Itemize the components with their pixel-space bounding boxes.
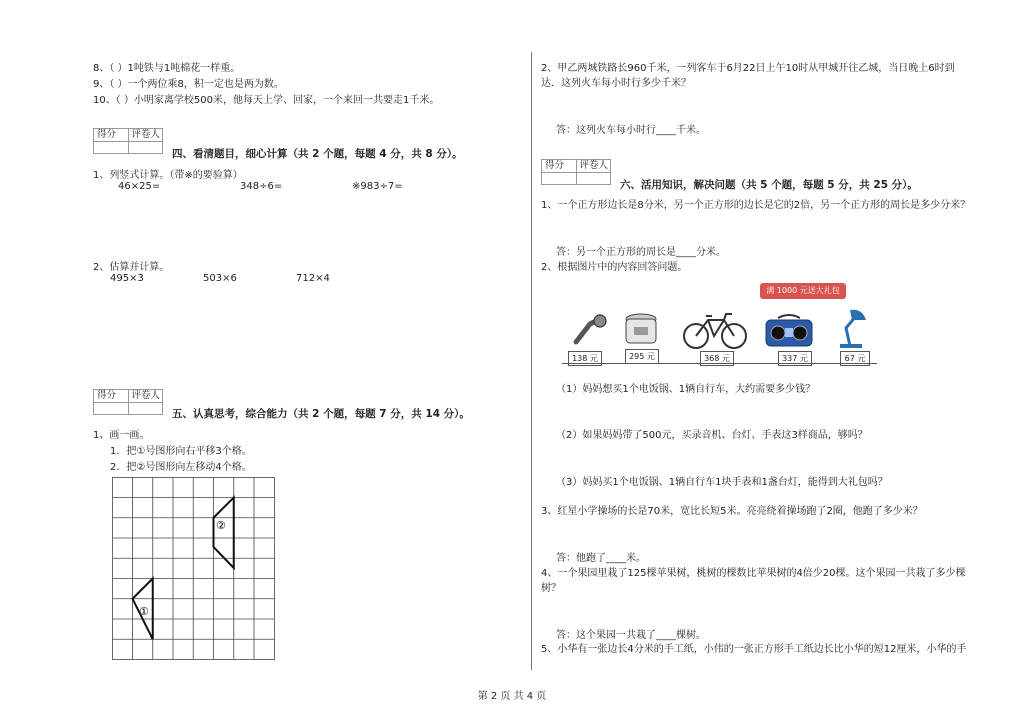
sec6-q2: 2、根据图片中的内容回答问题。 [541, 262, 688, 273]
sec4-q1: 1、列竖式计算。（带※的要验算） [93, 170, 243, 181]
tf-item-8: 8、（ ）1吨铁与1吨棉花一样重。 [93, 63, 241, 74]
promo-banner: 满 1000 元送大礼包 [760, 283, 846, 299]
sec5-sub2: 2．把②号图形向左移动4个格。 [110, 462, 252, 473]
reviewer-label: 评卷人 [576, 160, 611, 172]
section-6-heading: 六、活用知识，解决问题（共 5 个题，每题 5 分，共 25 分）。 [620, 179, 918, 191]
price-tag: 295 元 [625, 349, 659, 364]
sec5-sub1: 1．把①号图形向右平移3个格。 [110, 446, 252, 457]
sec4-q2: 2、估算并计算。 [93, 262, 170, 273]
sec6-q3: 3、红星小学操场的长是70米，宽比长短5米。亮亮绕着操场跑了2圈，他跑了多少米？ [541, 506, 923, 517]
page-footer: 第 2 页 共 4 页 [477, 691, 547, 702]
sec6-q3-answer: 答：他跑了____米。 [556, 553, 646, 564]
tf-item-9: 9、（ ）一个两位乘8，积一定也是两为数。 [93, 79, 284, 90]
score-box [93, 128, 163, 154]
desk-lamp-icon [832, 306, 872, 350]
price-tag: 368 元 [700, 351, 734, 366]
reviewer-label: 评卷人 [128, 390, 163, 402]
score-label: 得分 [97, 390, 117, 401]
column-divider [531, 52, 532, 670]
sec6-q1-answer: 答：另一个正方形的周长是____分米。 [556, 247, 726, 258]
radio-cassette-icon [764, 312, 814, 348]
score-box [93, 389, 163, 415]
rice-cooker-icon [622, 310, 660, 348]
bicycle-icon [682, 308, 748, 350]
shape-2-label: ② [216, 519, 226, 532]
drawing-grid [112, 477, 276, 661]
score-box [541, 159, 611, 185]
estimate-item: 495×3 [110, 273, 144, 284]
tf-item-10: 10、（ ）小明家离学校500米，他每天上学、回家，一个来回一共要走1千米。 [93, 95, 440, 106]
sec6-q5: 5、小华有一张边长4分米的手工纸，小伟的一张正方形手工纸边长比小华的短12厘米，小华的手 [541, 644, 967, 655]
q2-line2: 达．这列火车每小时行多少千米？ [541, 78, 691, 89]
score-label: 得分 [545, 160, 565, 171]
estimate-item: 712×4 [296, 273, 330, 284]
watch-icon [570, 312, 610, 346]
sec6-q2-sub2: （2）如果妈妈带了500元，买录音机、台灯、手表这3样商品，够吗？ [556, 430, 868, 441]
q2-answer: 答：这列火车每小时行____千米。 [556, 125, 706, 136]
sec5-q1: 1、画一画。 [93, 430, 150, 441]
shelf-line [562, 363, 877, 364]
reviewer-label: 评卷人 [128, 129, 163, 141]
q2-line1: 2、甲乙两城铁路长960千米，一列客车于6月22日上午10时从甲城开往乙城，当日晚上6时到 [541, 63, 955, 74]
calc-item: ※983÷7= [352, 181, 403, 192]
price-tag: 337 元 [778, 351, 812, 366]
price-tag: 67 元 [840, 351, 870, 366]
calc-item: 348÷6= [240, 181, 283, 192]
shape-1-label: ① [139, 605, 149, 618]
sec6-q4-line2: 树？ [541, 583, 561, 594]
sec6-q1: 1、一个正方形边长是8分米，另一个正方形的边长是它的2倍，另一个正方形的周长是多少分米？ [541, 200, 971, 211]
sec6-q4-answer: 答：这个果园一共栽了____棵树。 [556, 630, 706, 641]
section-5-heading: 五、认真思考，综合能力（共 2 个题，每题 7 分，共 14 分）。 [172, 408, 470, 420]
sec6-q4-line1: 4、一个果园里栽了125棵苹果树，桃树的棵数比苹果树的4倍少20棵。这个果园一共栽了多少棵 [541, 568, 966, 579]
sec6-q2-sub1: （1）妈妈想买1个电饭锅、1辆自行车，大约需要多少钱？ [556, 384, 816, 395]
shape-2 [214, 498, 234, 569]
sec6-q2-sub3: （3）妈妈买1个电饭锅、1辆自行车1块手表和1盏台灯，能得到大礼包吗？ [556, 477, 888, 488]
estimate-item: 503×6 [203, 273, 237, 284]
calc-item: 46×25= [118, 181, 161, 192]
price-tag: 138 元 [568, 351, 602, 366]
section-4-heading: 四、看清题目，细心计算（共 2 个题，每题 4 分，共 8 分）。 [172, 148, 463, 160]
score-label: 得分 [97, 129, 117, 140]
